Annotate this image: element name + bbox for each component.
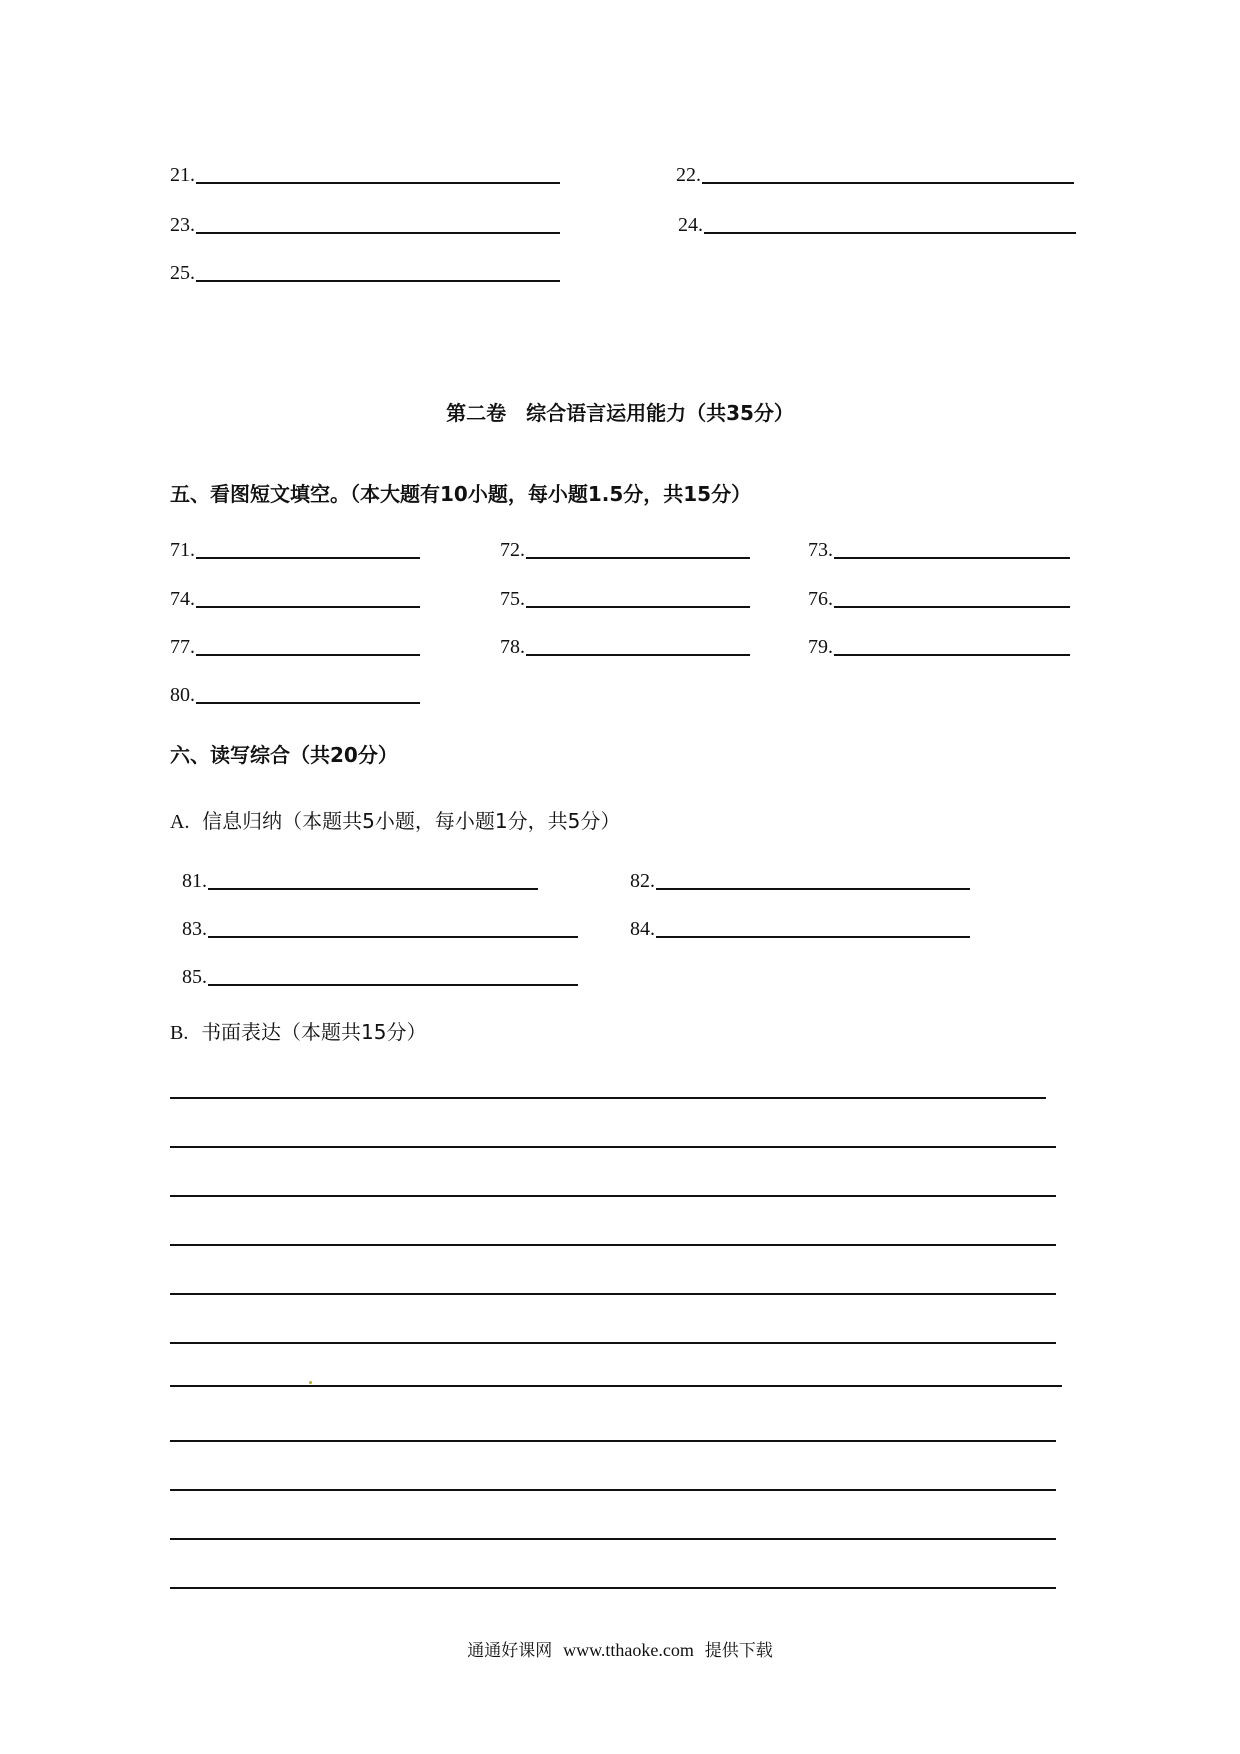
answer-line [526, 606, 750, 608]
writing-line[interactable] [170, 1587, 1056, 1589]
writing-line[interactable] [170, 1385, 1062, 1387]
writing-line[interactable] [170, 1146, 1056, 1148]
answer-line [196, 232, 560, 234]
writing-line[interactable] [170, 1342, 1056, 1344]
footer-suffix: 提供下载 [704, 1641, 773, 1661]
answer-blank-24[interactable] [678, 210, 1076, 236]
footer-url[interactable]: www.tthaoke.com [563, 1640, 694, 1660]
answer-line [526, 557, 750, 559]
question-number: 75. [500, 588, 525, 610]
writing-line[interactable] [170, 1293, 1056, 1295]
question-number: 80. [170, 684, 195, 706]
footer-site-name: 通通好课网 [467, 1641, 553, 1661]
question-number: 25. [170, 262, 195, 284]
writing-line[interactable] [170, 1195, 1056, 1197]
answer-line [208, 936, 578, 938]
answer-line [834, 557, 1070, 559]
answer-line [196, 280, 560, 282]
section-5-heading: 五、看图短文填空。（本大题有10小题，每小题1.5分，共15分） [170, 482, 752, 506]
part-b-heading [170, 1016, 427, 1045]
answer-blank-22[interactable] [676, 160, 1074, 186]
writing-line[interactable] [170, 1440, 1056, 1442]
ink-speck [309, 1381, 312, 1384]
question-number: 84. [630, 918, 655, 940]
part-b-letter: B. [170, 1022, 189, 1044]
part-a-label: 信息归纳（本题共5小题，每小题1分，共5分） [202, 809, 621, 833]
writing-line[interactable] [170, 1538, 1056, 1540]
answer-blank-83[interactable] [182, 914, 578, 940]
answer-line [526, 654, 750, 656]
answer-line [208, 888, 538, 890]
answer-blank-71[interactable] [170, 535, 420, 561]
question-number: 83. [182, 918, 207, 940]
question-number: 81. [182, 870, 207, 892]
writing-line[interactable] [170, 1244, 1056, 1246]
question-number: 24. [678, 214, 703, 236]
answer-line [196, 557, 420, 559]
writing-line[interactable] [170, 1489, 1056, 1491]
paper-title: 第二卷 综合语言运用能力（共35分） [446, 401, 794, 425]
answer-line [702, 182, 1074, 184]
question-number: 21. [170, 164, 195, 186]
answer-blank-80[interactable] [170, 680, 420, 706]
answer-line [208, 984, 578, 986]
part-a-heading [170, 805, 620, 834]
answer-blank-23[interactable] [170, 210, 560, 236]
question-number: 71. [170, 539, 195, 561]
answer-line [656, 936, 970, 938]
answer-blank-73[interactable] [808, 535, 1070, 561]
answer-line [196, 702, 420, 704]
answer-blank-79[interactable] [808, 632, 1070, 658]
part-b-label: 书面表达（本题共15分） [201, 1020, 427, 1044]
question-number: 82. [630, 870, 655, 892]
answer-blank-81[interactable] [182, 866, 538, 892]
part-a-letter: A. [170, 811, 190, 833]
question-number: 72. [500, 539, 525, 561]
question-number: 74. [170, 588, 195, 610]
answer-blank-21[interactable] [170, 160, 560, 186]
answer-blank-82[interactable] [630, 866, 970, 892]
answer-blank-77[interactable] [170, 632, 420, 658]
question-number: 85. [182, 966, 207, 988]
answer-blank-72[interactable] [500, 535, 750, 561]
answer-blank-75[interactable] [500, 584, 750, 610]
answer-line [196, 182, 560, 184]
answer-blank-76[interactable] [808, 584, 1070, 610]
answer-line [196, 606, 420, 608]
answer-blank-78[interactable] [500, 632, 750, 658]
answer-blank-84[interactable] [630, 914, 970, 940]
question-number: 73. [808, 539, 833, 561]
question-number: 22. [676, 164, 701, 186]
question-number: 78. [500, 636, 525, 658]
answer-line [704, 232, 1076, 234]
section-6-heading: 六、读写综合（共20分） [170, 743, 398, 767]
question-number: 77. [170, 636, 195, 658]
answer-blank-74[interactable] [170, 584, 420, 610]
answer-line [834, 654, 1070, 656]
answer-line [196, 654, 420, 656]
answer-blank-25[interactable] [170, 258, 560, 284]
question-number: 76. [808, 588, 833, 610]
answer-line [656, 888, 970, 890]
writing-line[interactable] [170, 1097, 1046, 1099]
question-number: 23. [170, 214, 195, 236]
footer [0, 1636, 1240, 1661]
answer-blank-85[interactable] [182, 962, 578, 988]
answer-line [834, 606, 1070, 608]
question-number: 79. [808, 636, 833, 658]
